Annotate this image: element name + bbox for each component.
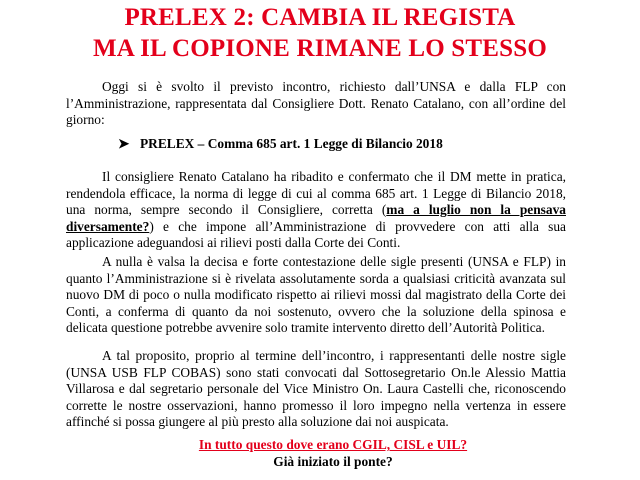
agenda-item: [118, 136, 443, 152]
paragraph-contestation: [66, 254, 566, 337]
closing-bridge-text: Già iniziato il ponte?: [273, 454, 393, 469]
headline-line-2: MA IL COPIONE RIMANE LO STESSO: [92, 35, 547, 62]
closing-bridge: [0, 454, 640, 470]
paragraph4-text: A tal proposito, proprio al termine dell’incontro, i rappresentanti delle nostre sigle (UNSA USB FLP COBAS) sono stati convocati dal Sottosegretario On.le Alessio Mattia Villarosa e dal segretario personale del Vice Ministro On. Laura Castelli che, riconoscendo corrette le nostre osservazioni, hanno promesso il loro impegno nella vertenza in essere affinché si possa giungere al più presto alla soluzione dai noi auspicata.: [66, 348, 566, 430]
closing-question: [0, 437, 640, 453]
paragraph3-text: A nulla è valsa la decisa e forte contestazione delle sigle presenti (UNSA e FLP) in quanto l’Amministrazione si è rivelata assolutamente sorda a qualsiasi criticità avanzata sul nuovo DM di poco o nulla modificato rispetto ai rilievi mossi dal magistrato della Corte dei Conti, a conferma di quanto da noi sostenuto, ovvero che la soluzione della spinosa e delicata questione potrebbe avvenire solo tramite intervento diretto dell’Autorità Politica.: [66, 254, 566, 336]
intro-text: Oggi si è svolto il previsto incontro, richiesto dall’UNSA e dalla FLP con l’Amministrazione, rappresentata dal Consigliere Dott. Renato Catalano, con all’ordine del giorno:: [66, 79, 566, 128]
agenda-item-text: PRELEX – Comma 685 art. 1 Legge di Bilancio 2018: [140, 136, 443, 151]
intro-paragraph: [66, 79, 566, 129]
headline-line-1: PRELEX 2: CAMBIA IL REGISTA: [124, 4, 516, 31]
paragraph-dm-confirmation: [66, 169, 566, 252]
paragraph-meeting-outcome: [66, 348, 566, 431]
highlighted-remark: ma a luglio non la pensava diversamente?: [66, 202, 566, 234]
closing-question-text: In tutto questo dove erano CGIL, CISL e UIL?: [198, 437, 468, 452]
paragraph2-before: Il consigliere Renato Catalano ha ribadito e confermato che il DM mette in pratica, rendendola efficace, la norma di legge di cui al comma 685 art. 1 Legge di Bilancio 2018, una norma, sempre secondo il Consigliere, corretta (: [66, 169, 566, 218]
paragraph2-after: ) e che impone all’Amministrazione di provvedere con atti alla sua applicazione adeguandosi ai rilievi posti dalla Corte dei Conti.: [66, 218, 566, 251]
arrow-bullet-icon: ➤: [118, 136, 130, 151]
